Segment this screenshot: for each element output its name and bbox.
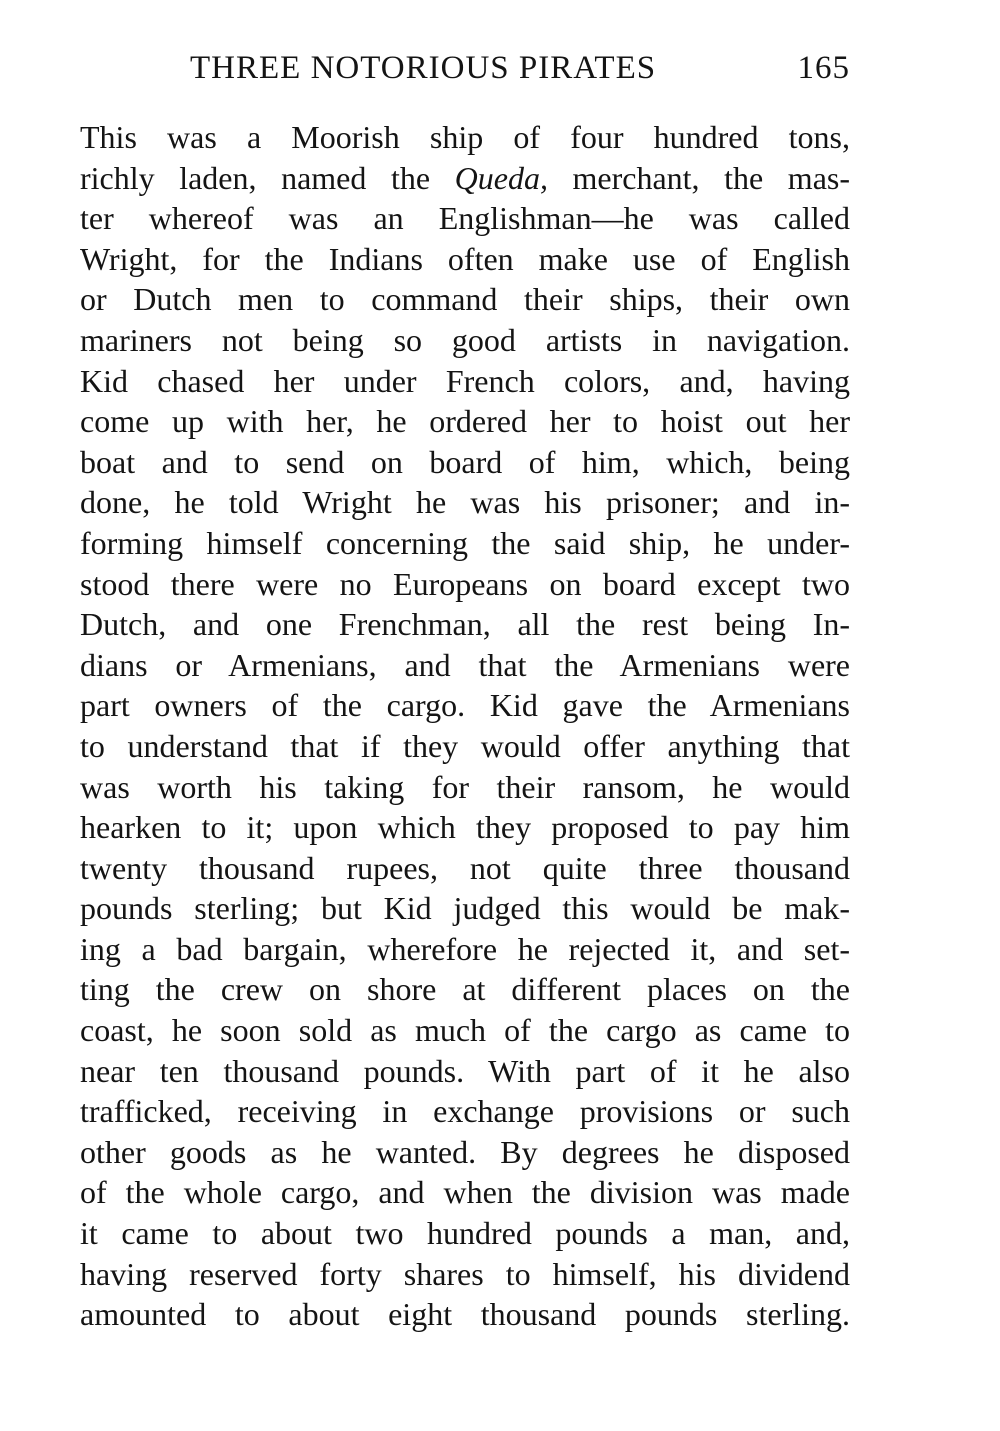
running-title: THREE NOTORIOUS PIRATES: [190, 50, 657, 86]
text-line: done, he told Wright he was his prisoner; and in-: [80, 484, 850, 521]
text-line: other goods as he wanted. By degrees he disposed: [80, 1133, 850, 1170]
text-line: Dutch, and one Frenchman, all the rest being In-: [80, 606, 850, 643]
text-span: merchant, the mas-: [547, 159, 851, 196]
text-line: amounted to about eight thousand pounds sterling.: [80, 1296, 850, 1333]
text-span: richly laden, named the: [80, 159, 455, 196]
running-head: [80, 50, 850, 90]
text-line: coast, he soon sold as much of the cargo as came to: [80, 1012, 850, 1049]
text-line: [80, 158, 850, 199]
text-line: near ten thousand pounds. With part of it he also: [80, 1052, 850, 1089]
text-line: ter whereof was an Englishman—he was called: [80, 200, 850, 237]
text-line: to understand that if they would offer anything that: [80, 727, 850, 764]
text-line: was worth his taking for their ransom, he would: [80, 768, 850, 805]
text-line: pounds sterling; but Kid judged this would be mak-: [80, 890, 850, 927]
text-line: boat and to send on board of him, which, being: [80, 443, 850, 480]
text-line: This was a Moorish ship of four hundred tons,: [80, 119, 850, 155]
text-line: it came to about two hundred pounds a man, and,: [80, 1215, 850, 1252]
text-line: trafficked, receiving in exchange provisions or such: [80, 1093, 850, 1130]
text-line: part owners of the cargo. Kid gave the Armenians: [80, 687, 850, 724]
text-line: forming himself concerning the said ship, he under-: [80, 524, 850, 561]
text-line: mariners not being so good artists in navigation.: [80, 321, 850, 358]
page-number: 165: [797, 50, 850, 86]
text-line: or Dutch men to command their ships, their own: [80, 281, 850, 318]
text-line: ing a bad bargain, wherefore he rejected it, and set-: [80, 930, 850, 967]
text-line: ting the crew on shore at different places on the: [80, 971, 850, 1008]
text-line: Wright, for the Indians often make use of English: [80, 240, 850, 277]
text-line: hearken to it; upon which they proposed to pay him: [80, 809, 850, 846]
text-line: Kid chased her under French colors, and, having: [80, 362, 850, 399]
text-line: having reserved forty shares to himself, his dividend: [80, 1255, 850, 1292]
text-line: twenty thousand rupees, not quite three thousand: [80, 849, 850, 886]
text-line: stood there were no Europeans on board except two: [80, 565, 850, 602]
text-line: come up with her, he ordered her to hoist out her: [80, 403, 850, 440]
text-line: of the whole cargo, and when the division was made: [80, 1174, 850, 1211]
ship-name: Queda,: [454, 159, 548, 196]
body-text: [80, 117, 850, 1335]
text-line: dians or Armenians, and that the Armenians were: [80, 646, 850, 683]
